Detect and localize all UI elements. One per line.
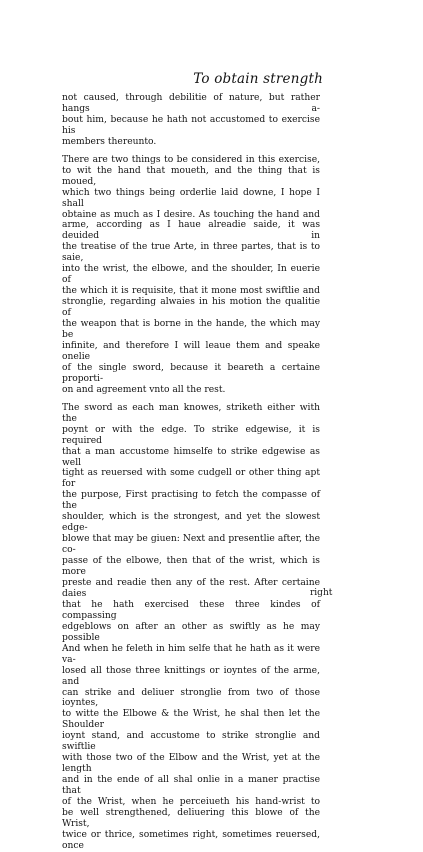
- text-line: with those two of the Elbow and the Wrist, yet at the length: [62, 753, 320, 775]
- catchword: right: [310, 588, 333, 598]
- text-line: The sword as each man knowes, striketh either with the: [62, 402, 320, 424]
- text-line: the purpose, First practising to fetch the compasse of the: [62, 490, 320, 512]
- text-line: the treatise of the true Arte, in three partes, that is to saie,: [62, 242, 320, 264]
- text-line: edgeblows on after an other as swiftly as he may possible: [62, 621, 320, 643]
- text-line: There are two things to be considered in this exercise,: [62, 154, 320, 165]
- text-line: into the wrist, the elbowe, and the shoulder, In euerie of: [62, 264, 320, 286]
- text-line: shoulder, which is the strongest, and yet the slowest edge-: [62, 512, 320, 534]
- text-line: ioynt stand, and accustome to strike stronglie and swiftlie: [62, 731, 320, 753]
- text-line: members thereunto.: [62, 136, 157, 147]
- paragraph: [62, 403, 320, 852]
- text-line: bout him, because he hath not accustomed to exercise his: [62, 114, 320, 136]
- text-line: losed all those three knittings or ioyntes of the arme, and: [62, 665, 320, 687]
- body-text: [62, 93, 320, 852]
- paragraph: [62, 155, 320, 396]
- text-line: passe of the elbowe, then that of the wrist, which is more: [62, 556, 320, 578]
- paragraph: [62, 93, 320, 148]
- text-line: on and agreement vnto all the rest.: [62, 384, 226, 395]
- text-line: twice or thrice, sometimes right, sometimes reuersed, once: [62, 829, 320, 851]
- text-line: which two things being orderlie laid downe, I hope I shall: [62, 187, 320, 209]
- text-line: and in the ende of all shal onlie in a maner practise that: [62, 775, 320, 797]
- text-line: the weapon that is borne in the hande, the which may be: [62, 319, 320, 341]
- text-line: arme, according as I haue alreadie saide, it was deuided in: [62, 220, 320, 242]
- text-line: the which it is requisite, that it mone most swiftlie and: [62, 286, 320, 297]
- running-head: To obtain strength: [193, 71, 323, 87]
- text-line: poynt or with the edge. To strike edgewise, it is required: [62, 424, 320, 446]
- text-line: to wit the hand that moueth, and the thing that is moued,: [62, 165, 320, 187]
- text-line: to witte the Elbowe & the Wrist, he shal then let the Shoulder: [62, 709, 320, 731]
- text-line: And when he feleth in him selfe that he hath as it were va-: [62, 643, 320, 665]
- text-line: that a man accustome himselfe to strike edgewise as well: [62, 446, 320, 468]
- text-line: stronglie, regarding alwaies in his motion the qualitie of: [62, 297, 320, 319]
- text-line: blowe that may be giuen: Next and presentlie after, the co-: [62, 534, 320, 556]
- text-line: tight as reuersed with some cudgell or other thing apt for: [62, 468, 320, 490]
- text-line: of the Wrist, when he perceiueth his hand-wrist to: [62, 797, 320, 808]
- text-line: that he hath exercised these three kindes of compassing: [62, 599, 320, 621]
- text-line: can strike and deliuer stronglie from two of those ioyntes,: [62, 687, 320, 709]
- text-line: obtaine as much as I desire. As touching the hand and: [62, 209, 320, 220]
- text-line: preste and readie then any of the rest. After certaine daies: [62, 577, 320, 599]
- text-line: infinite, and therefore I will leaue them and speake onelie: [62, 340, 320, 362]
- text-line: be well strengthened, deliuering this blowe of the Wrist,: [62, 808, 320, 829]
- text-line: not caused, through debilitie of nature, but rather hangs a-: [62, 93, 320, 114]
- text-line: of the single sword, because it beareth a certaine proporti-: [62, 362, 320, 384]
